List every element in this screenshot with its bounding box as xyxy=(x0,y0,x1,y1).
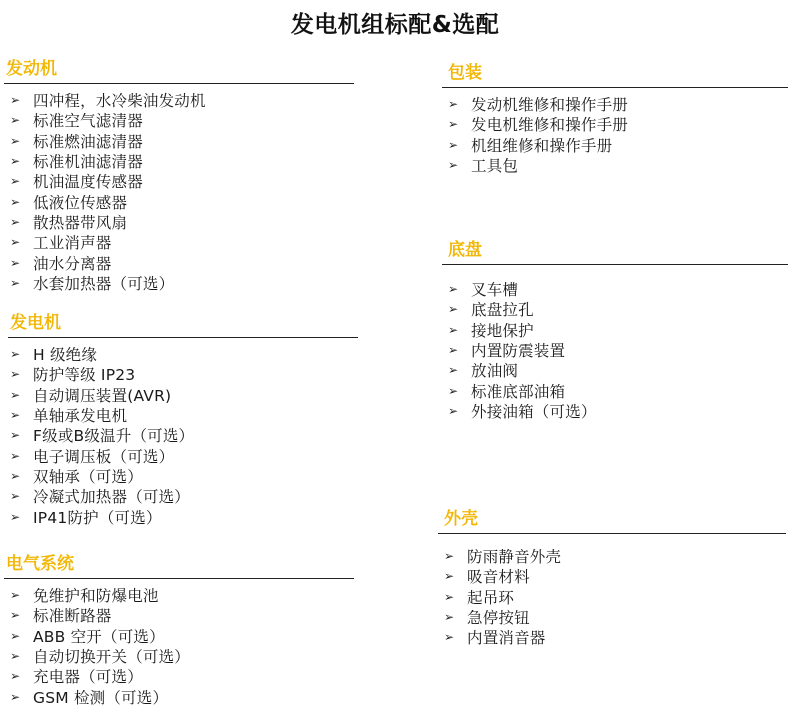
list-item xyxy=(8,445,358,465)
list-item-label: 标准空气滤清器 xyxy=(33,112,143,131)
list-item-label: 标准燃油滤清器 xyxy=(33,132,143,151)
section-electrical xyxy=(4,549,354,707)
section-heading-electrical: 电气系统 xyxy=(6,554,74,574)
list-item-label: 自动调压装置(AVR) xyxy=(33,386,172,405)
list-item-label: 单轴承发电机 xyxy=(33,407,128,426)
list-item-label: 低液位传感器 xyxy=(33,193,128,212)
arrow-bullet-icon: ➢ xyxy=(9,669,21,684)
list-item-label: 自动切换开关（可选） xyxy=(33,648,191,667)
section-chassis xyxy=(442,235,788,421)
list-item xyxy=(8,90,354,110)
arrow-bullet-icon: ➢ xyxy=(9,509,21,524)
arrow-bullet-icon: ➢ xyxy=(443,589,455,604)
list-item xyxy=(8,252,354,272)
list-item xyxy=(446,279,788,299)
list-item-label: ABB 空开（可选） xyxy=(33,627,165,646)
list-item xyxy=(8,506,358,526)
list-item xyxy=(8,151,354,171)
section-heading-packaging: 包装 xyxy=(448,63,482,83)
list-item-label: 防护等级 IP23 xyxy=(33,366,136,385)
arrow-bullet-icon: ➢ xyxy=(9,448,21,463)
list-item xyxy=(442,627,786,647)
arrow-bullet-icon: ➢ xyxy=(9,235,21,250)
list-item xyxy=(8,666,354,686)
list-item xyxy=(8,273,354,293)
list-item xyxy=(446,340,788,360)
list-item xyxy=(442,587,786,607)
arrow-bullet-icon: ➢ xyxy=(9,608,21,623)
list-item-label: F级或B级温升（可选） xyxy=(33,427,195,446)
list-item xyxy=(8,646,354,666)
arrow-bullet-icon: ➢ xyxy=(9,255,21,270)
arrow-bullet-icon: ➢ xyxy=(9,194,21,209)
section-divider xyxy=(442,87,788,88)
list-item xyxy=(8,425,358,445)
arrow-bullet-icon: ➢ xyxy=(9,628,21,643)
arrow-bullet-icon: ➢ xyxy=(9,468,21,483)
list-item-label: 工业消声器 xyxy=(33,234,112,253)
list-item-label: 发电机维修和操作手册 xyxy=(471,116,629,135)
list-item xyxy=(8,466,358,486)
arrow-bullet-icon: ➢ xyxy=(9,133,21,148)
list-item-label: 起吊环 xyxy=(467,588,515,607)
list-item-label: 发动机维修和操作手册 xyxy=(471,96,629,115)
list-chassis xyxy=(446,279,788,421)
arrow-bullet-icon: ➢ xyxy=(443,569,455,584)
list-item-label: 内置防震装置 xyxy=(471,342,566,361)
list-item-label: 标准底部油箱 xyxy=(471,382,566,401)
list-packaging xyxy=(446,94,788,175)
arrow-bullet-icon: ➢ xyxy=(447,383,459,398)
arrow-bullet-icon: ➢ xyxy=(447,282,459,297)
section-engine xyxy=(4,54,354,293)
list-item-label: 外接油箱（可选） xyxy=(471,402,597,421)
list-item xyxy=(446,94,788,114)
list-item xyxy=(446,155,788,175)
arrow-bullet-icon: ➢ xyxy=(443,630,455,645)
arrow-bullet-icon: ➢ xyxy=(9,367,21,382)
list-item-label: 叉车槽 xyxy=(471,281,519,300)
list-generator xyxy=(8,344,358,527)
list-item-label: 双轴承（可选） xyxy=(33,467,143,486)
list-item-label: 吸音材料 xyxy=(467,568,530,587)
arrow-bullet-icon: ➢ xyxy=(9,154,21,169)
list-item xyxy=(8,585,354,605)
arrow-bullet-icon: ➢ xyxy=(447,322,459,337)
arrow-bullet-icon: ➢ xyxy=(443,610,455,625)
list-item-label: 电子调压板（可选） xyxy=(33,447,175,466)
list-item xyxy=(446,380,788,400)
arrow-bullet-icon: ➢ xyxy=(9,214,21,229)
arrow-bullet-icon: ➢ xyxy=(9,489,21,504)
arrow-bullet-icon: ➢ xyxy=(9,387,21,402)
arrow-bullet-icon: ➢ xyxy=(9,689,21,704)
list-item-label: 充电器（可选） xyxy=(33,668,143,687)
list-electrical xyxy=(8,585,354,707)
list-engine xyxy=(8,90,354,293)
list-item-label: 冷凝式加热器（可选） xyxy=(33,488,191,507)
list-item-label: 工具包 xyxy=(471,157,519,176)
arrow-bullet-icon: ➢ xyxy=(447,403,459,418)
list-item xyxy=(8,171,354,191)
arrow-bullet-icon: ➢ xyxy=(9,428,21,443)
list-item xyxy=(8,212,354,232)
list-item xyxy=(446,401,788,421)
list-item-label: 急停按钮 xyxy=(467,609,530,628)
arrow-bullet-icon: ➢ xyxy=(447,343,459,358)
arrow-bullet-icon: ➢ xyxy=(9,93,21,108)
list-item-label: 机油温度传感器 xyxy=(33,173,143,192)
list-item-label: 放油阀 xyxy=(471,362,519,381)
section-divider xyxy=(438,533,786,534)
arrow-bullet-icon: ➢ xyxy=(447,137,459,152)
list-enclosure xyxy=(442,546,786,647)
section-heading-chassis: 底盘 xyxy=(448,240,482,260)
section-divider xyxy=(4,83,354,84)
section-packaging xyxy=(442,58,788,175)
list-item-label: 底盘拉孔 xyxy=(471,301,534,320)
arrow-bullet-icon: ➢ xyxy=(9,588,21,603)
arrow-bullet-icon: ➢ xyxy=(9,174,21,189)
section-divider xyxy=(4,578,354,579)
list-item xyxy=(8,686,354,706)
arrow-bullet-icon: ➢ xyxy=(9,275,21,290)
list-item xyxy=(8,364,358,384)
list-item xyxy=(442,607,786,627)
list-item xyxy=(8,191,354,211)
arrow-bullet-icon: ➢ xyxy=(443,549,455,564)
list-item-label: H 级绝缘 xyxy=(33,346,98,365)
section-heading-generator: 发电机 xyxy=(10,313,61,333)
list-item xyxy=(442,566,786,586)
list-item xyxy=(446,320,788,340)
list-item-label: 机组维修和操作手册 xyxy=(471,136,613,155)
list-item xyxy=(8,486,358,506)
list-item xyxy=(8,232,354,252)
list-item xyxy=(8,385,358,405)
list-item xyxy=(8,110,354,130)
list-item xyxy=(446,299,788,319)
list-item xyxy=(8,605,354,625)
list-item xyxy=(442,546,786,566)
list-item xyxy=(8,405,358,425)
section-divider xyxy=(442,264,788,265)
list-item-label: 内置消音器 xyxy=(467,629,546,648)
section-generator xyxy=(8,308,358,527)
arrow-bullet-icon: ➢ xyxy=(447,363,459,378)
list-item-label: 标准断路器 xyxy=(33,607,112,626)
list-item-label: 散热器带风扇 xyxy=(33,213,128,232)
list-item-label: 防雨静音外壳 xyxy=(467,548,562,567)
list-item-label: 四冲程，水冷柴油发动机 xyxy=(33,92,206,111)
arrow-bullet-icon: ➢ xyxy=(447,302,459,317)
list-item xyxy=(446,135,788,155)
arrow-bullet-icon: ➢ xyxy=(447,117,459,132)
list-item xyxy=(8,131,354,151)
section-enclosure xyxy=(438,504,786,647)
list-item-label: GSM 检测（可选） xyxy=(33,688,169,707)
list-item-label: 免维护和防爆电池 xyxy=(33,587,159,606)
arrow-bullet-icon: ➢ xyxy=(9,347,21,362)
arrow-bullet-icon: ➢ xyxy=(9,649,21,664)
arrow-bullet-icon: ➢ xyxy=(9,408,21,423)
arrow-bullet-icon: ➢ xyxy=(9,113,21,128)
list-item xyxy=(446,114,788,134)
list-item xyxy=(8,626,354,646)
list-item xyxy=(446,360,788,380)
list-item-label: 接地保护 xyxy=(471,321,534,340)
arrow-bullet-icon: ➢ xyxy=(447,97,459,112)
list-item-label: IP41防护（可选） xyxy=(33,508,162,527)
section-heading-enclosure: 外壳 xyxy=(444,509,478,529)
list-item xyxy=(8,344,358,364)
arrow-bullet-icon: ➢ xyxy=(447,158,459,173)
section-heading-engine: 发动机 xyxy=(6,59,57,79)
list-item-label: 水套加热器（可选） xyxy=(33,274,175,293)
list-item-label: 标准机油滤清器 xyxy=(33,153,143,172)
section-divider xyxy=(8,337,358,338)
page-title: 发电机组标配&选配 xyxy=(290,12,500,38)
list-item-label: 油水分离器 xyxy=(33,254,112,273)
